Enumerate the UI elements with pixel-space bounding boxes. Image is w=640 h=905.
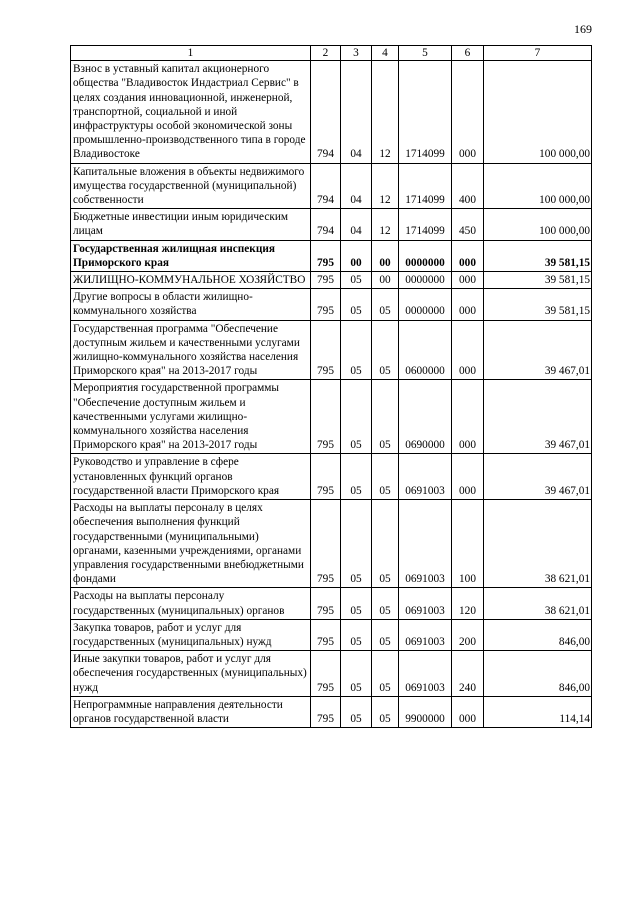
expense-type-code: 000 <box>452 454 484 500</box>
section-code: 05 <box>341 500 372 588</box>
target-article-code: 0691003 <box>399 454 452 500</box>
line-item-name: Расходы на выплаты персоналу государственных (муниципальных) органов <box>71 588 311 619</box>
section-code: 05 <box>341 380 372 454</box>
line-item-name: Другие вопросы в области жилищно-коммунального хозяйства <box>71 289 311 320</box>
table-row <box>71 163 592 209</box>
line-item-name: ЖИЛИЩНО-КОММУНАЛЬНОЕ ХОЗЯЙСТВО <box>71 272 311 289</box>
ministry-code: 795 <box>311 696 341 727</box>
table-row <box>71 500 592 588</box>
expense-type-code: 240 <box>452 651 484 697</box>
amount: 846,00 <box>484 619 592 650</box>
section-code: 04 <box>341 61 372 163</box>
target-article-code: 1714099 <box>399 209 452 240</box>
subsection-code: 05 <box>372 289 399 320</box>
expense-type-code: 100 <box>452 500 484 588</box>
table-row <box>71 588 592 619</box>
ministry-code: 794 <box>311 61 341 163</box>
column-number-row <box>71 46 592 61</box>
subsection-code: 05 <box>372 500 399 588</box>
table-row <box>71 272 592 289</box>
subsection-code: 05 <box>372 320 399 380</box>
budget-table-body <box>71 46 592 728</box>
target-article-code: 1714099 <box>399 163 452 209</box>
expense-type-code: 000 <box>452 272 484 289</box>
expense-type-code: 120 <box>452 588 484 619</box>
ministry-code: 795 <box>311 500 341 588</box>
amount: 38 621,01 <box>484 588 592 619</box>
section-code: 05 <box>341 588 372 619</box>
expense-type-code: 400 <box>452 163 484 209</box>
section-code: 05 <box>341 619 372 650</box>
column-number: 6 <box>452 46 484 61</box>
amount: 100 000,00 <box>484 163 592 209</box>
expense-type-code: 200 <box>452 619 484 650</box>
amount: 39 467,01 <box>484 380 592 454</box>
subsection-code: 05 <box>372 380 399 454</box>
expense-type-code: 000 <box>452 380 484 454</box>
ministry-code: 794 <box>311 209 341 240</box>
ministry-code: 795 <box>311 289 341 320</box>
line-item-name: Капитальные вложения в объекты недвижимого имущества государственной (муниципальной) собственности <box>71 163 311 209</box>
table-row <box>71 320 592 380</box>
target-article-code: 0000000 <box>399 272 452 289</box>
table-row <box>71 380 592 454</box>
line-item-name: Мероприятия государственной программы "Обеспечение доступным жильем и качественными услугами жилищно-коммунального хозяйства населения Приморского края" на 2013-2017 годы <box>71 380 311 454</box>
table-row <box>71 240 592 271</box>
ministry-code: 795 <box>311 380 341 454</box>
subsection-code: 05 <box>372 588 399 619</box>
section-code: 05 <box>341 272 372 289</box>
line-item-name: Иные закупки товаров, работ и услуг для обеспечения государственных (муниципальных) нужд <box>71 651 311 697</box>
section-code: 05 <box>341 320 372 380</box>
section-code: 04 <box>341 209 372 240</box>
line-item-name: Государственная жилищная инспекция Приморского края <box>71 240 311 271</box>
amount: 39 581,15 <box>484 240 592 271</box>
ministry-code: 795 <box>311 588 341 619</box>
target-article-code: 0691003 <box>399 588 452 619</box>
ministry-code: 795 <box>311 619 341 650</box>
budget-table <box>70 45 592 728</box>
target-article-code: 0000000 <box>399 240 452 271</box>
line-item-name: Непрограммные направления деятельности органов государственной власти <box>71 696 311 727</box>
subsection-code: 05 <box>372 696 399 727</box>
expense-type-code: 450 <box>452 209 484 240</box>
amount: 846,00 <box>484 651 592 697</box>
amount: 39 581,15 <box>484 289 592 320</box>
expense-type-code: 000 <box>452 61 484 163</box>
target-article-code: 9900000 <box>399 696 452 727</box>
section-code: 05 <box>341 651 372 697</box>
subsection-code: 00 <box>372 272 399 289</box>
subsection-code: 00 <box>372 240 399 271</box>
section-code: 05 <box>341 454 372 500</box>
amount: 38 621,01 <box>484 500 592 588</box>
expense-type-code: 000 <box>452 289 484 320</box>
column-number: 3 <box>341 46 372 61</box>
subsection-code: 12 <box>372 61 399 163</box>
expense-type-code: 000 <box>452 696 484 727</box>
column-number: 7 <box>484 46 592 61</box>
section-code: 04 <box>341 163 372 209</box>
amount: 100 000,00 <box>484 209 592 240</box>
section-code: 00 <box>341 240 372 271</box>
column-number: 4 <box>372 46 399 61</box>
column-number: 2 <box>311 46 341 61</box>
section-code: 05 <box>341 696 372 727</box>
ministry-code: 795 <box>311 320 341 380</box>
ministry-code: 795 <box>311 272 341 289</box>
subsection-code: 12 <box>372 209 399 240</box>
table-row <box>71 454 592 500</box>
target-article-code: 0691003 <box>399 619 452 650</box>
target-article-code: 0000000 <box>399 289 452 320</box>
ministry-code: 795 <box>311 240 341 271</box>
ministry-code: 795 <box>311 651 341 697</box>
table-row <box>71 651 592 697</box>
line-item-name: Закупка товаров, работ и услуг для государственных (муниципальных) нужд <box>71 619 311 650</box>
table-row <box>71 61 592 163</box>
amount: 100 000,00 <box>484 61 592 163</box>
section-code: 05 <box>341 289 372 320</box>
target-article-code: 0691003 <box>399 500 452 588</box>
expense-type-code: 000 <box>452 240 484 271</box>
table-row <box>71 289 592 320</box>
table-row <box>71 209 592 240</box>
subsection-code: 05 <box>372 619 399 650</box>
amount: 39 467,01 <box>484 320 592 380</box>
line-item-name: Бюджетные инвестиции иным юридическим лицам <box>71 209 311 240</box>
line-item-name: Руководство и управление в сфере установленных функций органов государственной власти Приморского края <box>71 454 311 500</box>
target-article-code: 0691003 <box>399 651 452 697</box>
target-article-code: 0690000 <box>399 380 452 454</box>
subsection-code: 12 <box>372 163 399 209</box>
amount: 114,14 <box>484 696 592 727</box>
ministry-code: 795 <box>311 454 341 500</box>
table-row <box>71 696 592 727</box>
table-row <box>71 619 592 650</box>
target-article-code: 1714099 <box>399 61 452 163</box>
page-number: 169 <box>574 22 592 36</box>
amount: 39 467,01 <box>484 454 592 500</box>
line-item-name: Взнос в уставный капитал акционерного общества "Владивосток Индастриал Сервис" в целях создания инновационной, инженерной, транспортной, социальной и иной инфраструктуры особой экономической зоны промышленно-производственного типа в городе Владивостоке <box>71 61 311 163</box>
subsection-code: 05 <box>372 454 399 500</box>
column-number: 5 <box>399 46 452 61</box>
line-item-name: Расходы на выплаты персоналу в целях обеспечения выполнения функций государственными (муниципальными) органами, казенными учреждениями, органами управления государственными внебюджетными фондами <box>71 500 311 588</box>
expense-type-code: 000 <box>452 320 484 380</box>
target-article-code: 0600000 <box>399 320 452 380</box>
ministry-code: 794 <box>311 163 341 209</box>
column-number: 1 <box>71 46 311 61</box>
line-item-name: Государственная программа "Обеспечение доступным жильем и качественными услугами жилищно-коммунального хозяйства населения Приморского края" на 2013-2017 годы <box>71 320 311 380</box>
amount: 39 581,15 <box>484 272 592 289</box>
subsection-code: 05 <box>372 651 399 697</box>
